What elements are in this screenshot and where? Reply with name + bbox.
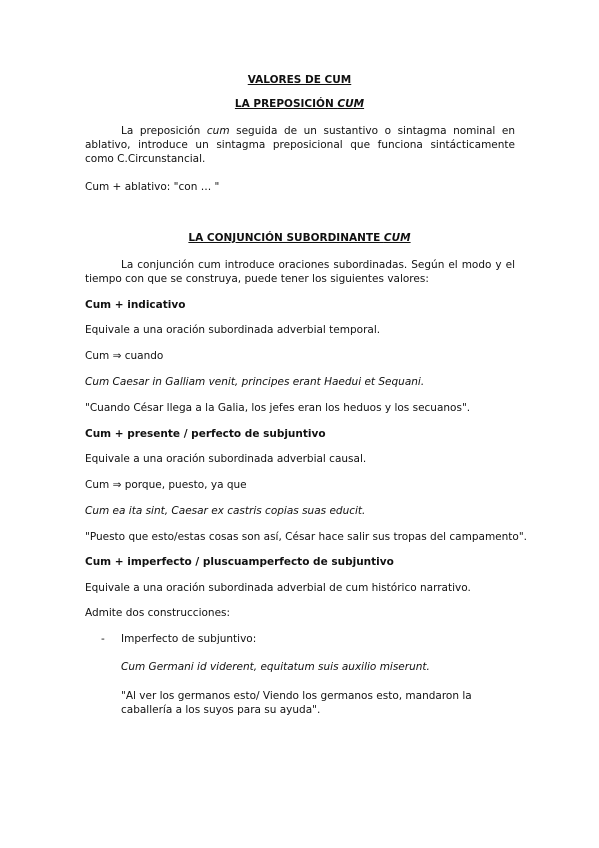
example-translation: "Al ver los germanos esto/ Viendo los germanos esto, mandaron la caballería a los suyos para su ayuda". xyxy=(121,690,472,716)
latin-example: Cum Germani id viderent, equitatum suis auxilio miserunt. xyxy=(121,661,430,673)
block-description: Equivale a una oración subordinada adverbial de cum histórico narrativo. xyxy=(85,582,471,594)
paragraph-text: La preposición xyxy=(121,125,207,137)
document-title: VALORES DE CUM xyxy=(247,74,352,86)
block-description: Equivale a una oración subordinada adverbial causal. xyxy=(85,453,367,465)
translation-prefix: Cum xyxy=(85,350,113,362)
translation-prefix: Cum xyxy=(85,479,113,491)
list-bullet: - xyxy=(101,633,105,645)
conjunction-intro: La conjunción cum introduce oraciones subordinadas. Según el modo y el tiempo con que se construya, puede tener los siguientes valores: xyxy=(85,259,515,285)
ablative-formula: Cum + ablativo: "con … " xyxy=(85,181,220,193)
paragraph-text: seguida de un sustantivo o sintagma nominal en ablativo, introduce un sintagma preposicional que funciona sintácticamente como C.Circunstancial. xyxy=(85,125,515,165)
latin-example: Cum ea ita sint, Caesar ex castris copias suas educit. xyxy=(85,505,366,517)
implies-arrow-icon: ⇒ xyxy=(112,479,122,491)
translation-value: cuando xyxy=(121,350,164,362)
latin-example: Cum Caesar in Galliam venit, principes erant Haedui et Sequani. xyxy=(85,376,425,388)
block-heading: Cum + presente / perfecto de subjuntivo xyxy=(85,428,326,440)
translation-value: porque, puesto, ya que xyxy=(121,479,247,491)
example-translation: "Puesto que esto/estas cosas son así, César hace salir sus tropas del campamento". xyxy=(85,531,527,543)
section-heading-preposition xyxy=(0,97,599,111)
list-item-label: Imperfecto de subjuntivo: xyxy=(121,633,257,645)
translation-line xyxy=(85,478,247,492)
example-translation: "Cuando César llega a la Galia, los jefes eran los heduos y los secuanos". xyxy=(85,402,471,414)
heading-text: LA PREPOSICIÓN xyxy=(234,98,338,110)
block-description: Equivale a una oración subordinada adverbial temporal. xyxy=(85,324,381,336)
constructions-intro: Admite dos construcciones: xyxy=(85,607,231,619)
heading-text: LA CONJUNCIÓN SUBORDINANTE xyxy=(188,232,384,244)
preposition-paragraph xyxy=(85,124,515,166)
implies-arrow-icon: ⇒ xyxy=(112,350,122,362)
paragraph-emphasis: cum xyxy=(206,125,230,137)
block-heading: Cum + indicativo xyxy=(85,299,186,311)
block-heading: Cum + imperfecto / pluscuamperfecto de subjuntivo xyxy=(85,556,394,568)
heading-emphasis: CUM xyxy=(337,98,365,110)
section-heading-conjunction xyxy=(0,231,599,245)
translation-line xyxy=(85,349,163,363)
heading-emphasis: CUM xyxy=(383,232,411,244)
